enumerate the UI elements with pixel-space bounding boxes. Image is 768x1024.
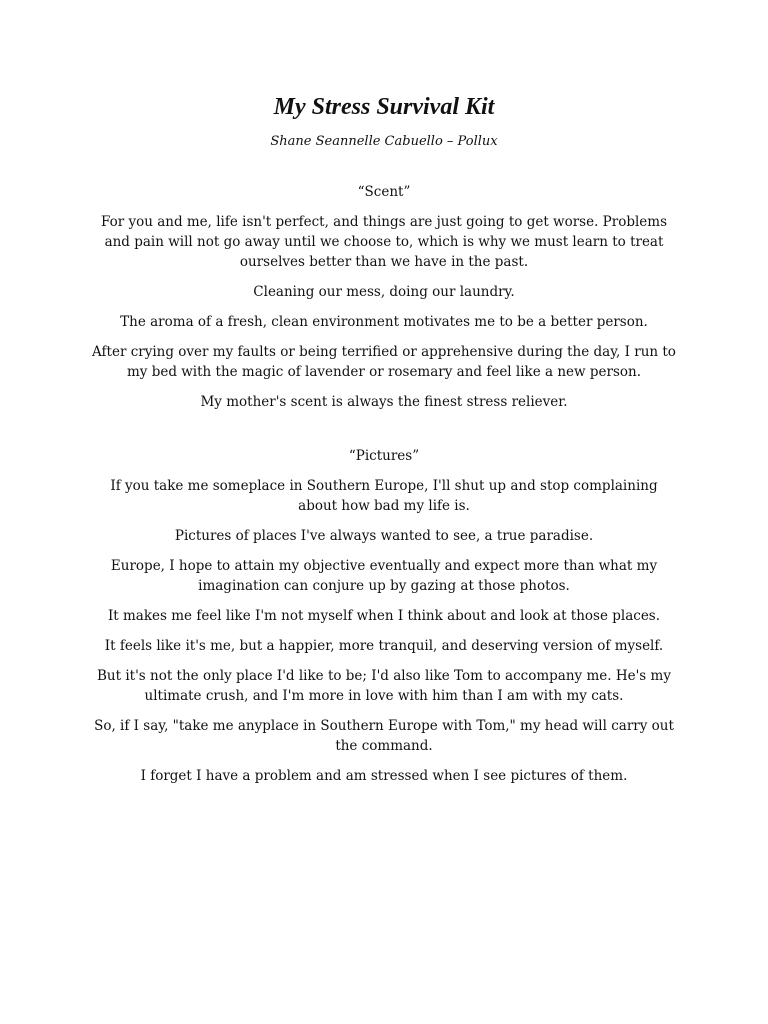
- section-heading-pictures: “Pictures”: [348, 448, 420, 464]
- paragraph: Cleaning our mess, doing our laundry.: [253, 284, 515, 300]
- paragraph: The aroma of a fresh, clean environment motivates me to be a better person.: [120, 314, 648, 330]
- paragraph: If you take me someplace in Southern Europe, I'll shut up and stop complaining about how bad my life is.: [110, 478, 658, 514]
- section-scent: [90, 182, 678, 412]
- paragraph: Europe, I hope to attain my objective eventually and expect more than what my imagination can conjure up by gazing at those photos.: [110, 558, 658, 594]
- paragraph: So, if I say, "take me anyplace in Southern Europe with Tom," my head will carry out the command.: [94, 718, 674, 754]
- paragraph: My mother's scent is always the finest stress reliever.: [200, 394, 568, 410]
- document-title: My Stress Survival Kit: [273, 94, 495, 120]
- paragraph: It feels like it's me, but a happier, more tranquil, and deserving version of myself.: [104, 638, 664, 654]
- document-author: Shane Seannelle Cabuello – Pollux: [270, 134, 498, 149]
- document-page: [90, 92, 678, 786]
- section-pictures: [90, 446, 678, 786]
- paragraph: But it's not the only place I'd like to be; I'd also like Tom to accompany me. He's my ultimate crush, and I'm more in love with him than I am with my cats.: [97, 668, 671, 704]
- section-heading-scent: “Scent”: [357, 184, 411, 200]
- paragraph: Pictures of places I've always wanted to see, a true paradise.: [174, 528, 594, 544]
- paragraph: I forget I have a problem and am stressed when I see pictures of them.: [140, 768, 628, 784]
- paragraph: It makes me feel like I'm not myself when I think about and look at those places.: [107, 608, 661, 624]
- paragraph: After crying over my faults or being terrified or apprehensive during the day, I run to my bed with the magic of lavender or rosemary and feel like a new person.: [92, 344, 676, 380]
- paragraph: For you and me, life isn't perfect, and things are just going to get worse. Problems and pain will not go away until we choose to, which is why we must learn to treat ourselves better than we have in the past.: [100, 214, 668, 270]
